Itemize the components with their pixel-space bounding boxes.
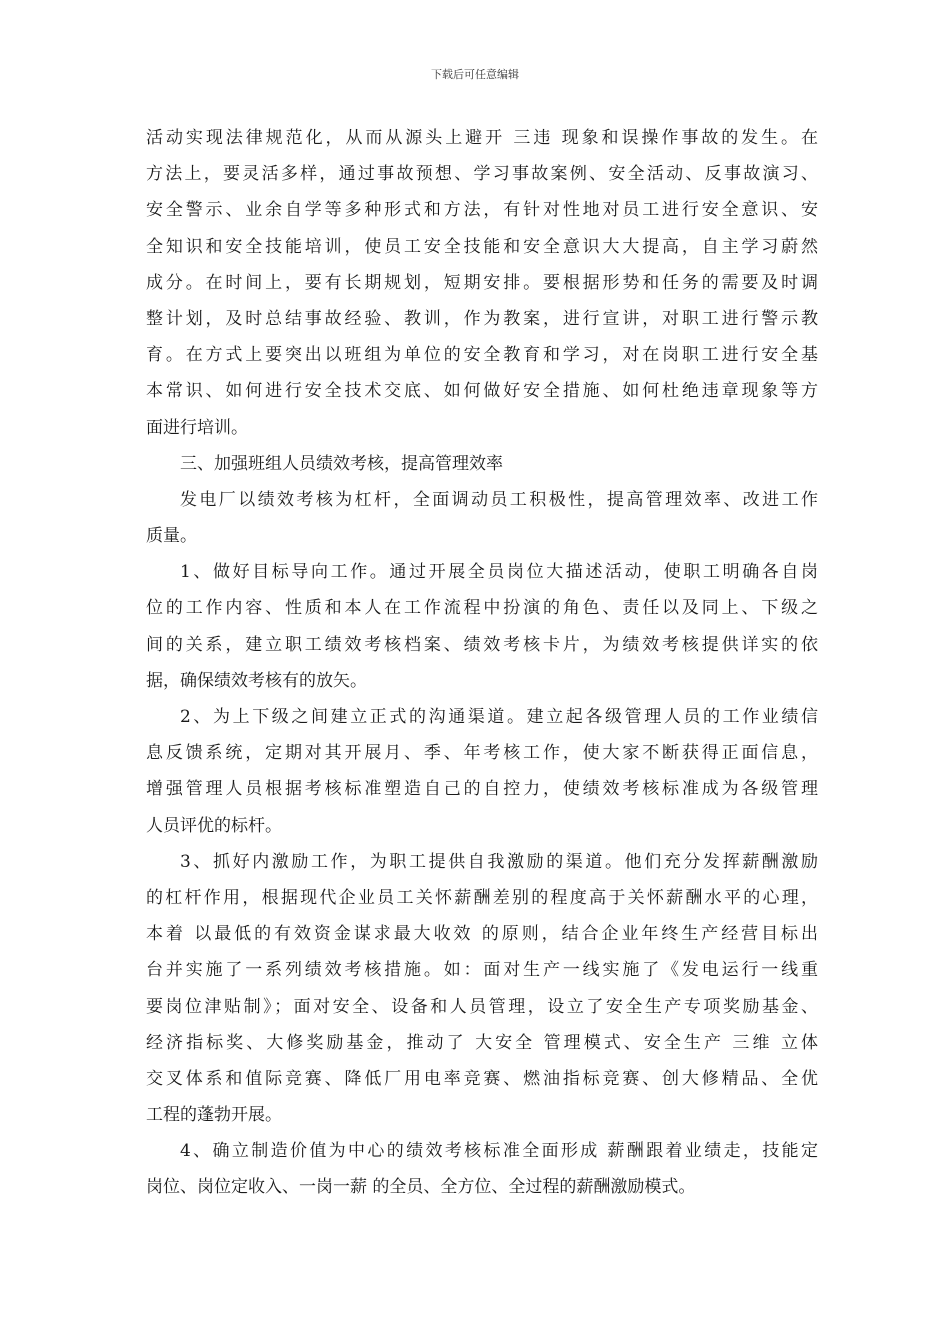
text-line: 间的关系，建立职工绩效考核档案、绩效考核卡片，为绩效考核提供详实的依 [146,634,818,655]
text-line: 岗位、岗位定收入、一岗一薪 的全员、全方位、全过程的薪酬激励模式。 [146,1177,696,1198]
text-line: 面进行培训。 [146,417,248,438]
text-line: 安全警示、业余自学等多种形式和方法，有针对性地对员工进行安全意识、安 [146,200,818,221]
text-line: 经济指标奖、大修奖励基金，推动了 大安全 管理模式、安全生产 三维 立体 [146,1032,818,1053]
text-line: 据，确保绩效考核有的放矢。 [146,670,367,691]
document-body [146,120,818,1206]
text-line: 三、加强班组人员绩效考核，提高管理效率 [180,453,503,474]
text-line: 育。在方式上要突出以班组为单位的安全教育和学习，对在岗职工进行安全基 [146,345,818,366]
text-line: 成分。在时间上，要有长期规划，短期安排。要根据形势和任务的需要及时调 [146,272,818,293]
text-line: 增强管理人员根据考核标准塑造自己的自控力，使绩效考核标准成为各级管理 [146,779,818,800]
text-line: 交叉体系和值际竞赛、降低厂用电率竞赛、燃油指标竞赛、创大修精品、全优 [146,1068,818,1089]
text-line: 本着 以最低的有效资金谋求最大收效 的原则，结合企业年终生产经营目标出 [146,924,818,945]
text-line: 工程的蓬勃开展。 [146,1105,282,1126]
text-line: 全知识和安全技能培训，使员工安全技能和安全意识大大提高，自主学习蔚然 [146,236,818,257]
text-line: 台并实施了一系列绩效考核措施。如：面对生产一线实施了《发电运行一线重 [146,960,818,981]
page-header: 下载后可任意编辑 [431,68,519,81]
text-line: 发电厂以绩效考核为杠杆，全面调动员工积极性，提高管理效率、改进工作 [180,489,818,510]
text-line: 3、抓好内激励工作，为职工提供自我激励的渠道。他们充分发挥薪酬激励 [180,851,818,872]
text-line: 4、确立制造价值为中心的绩效考核标准全面形成 薪酬跟着业绩走，技能定 [180,1141,818,1162]
text-line: 质量。 [146,526,197,547]
text-line: 的杠杆作用，根据现代企业员工关怀薪酬差别的程度高于关怀薪酬水平的心理， [146,887,818,908]
text-line: 息反馈系统，定期对其开展月、季、年考核工作，使大家不断获得正面信息， [146,743,818,764]
text-line: 2、为上下级之间建立正式的沟通渠道。建立起各级管理人员的工作业绩信 [180,707,818,727]
text-line: 要岗位津贴制》；面对安全、设备和人员管理，设立了安全生产专项奖励基金、 [146,996,818,1017]
text-line: 活动实现法律规范化，从而从源头上避开 三违 现象和误操作事故的发生。在 [146,128,818,148]
text-line: 位的工作内容、性质和本人在工作流程中扮演的角色、责任以及同上、下级之 [146,598,818,619]
text-line: 1、做好目标导向工作。通过开展全员岗位大描述活动，使职工明确各自岗 [180,562,818,583]
text-line: 整计划，及时总结事故经验、教训，作为教案，进行宣讲，对职工进行警示教 [146,308,818,329]
text-line: 人员评优的标杆。 [146,815,282,836]
text-line: 方法上，要灵活多样，通过事故预想、学习事故案例、安全活动、反事故演习、 [146,164,818,185]
text-line: 本常识、如何进行安全技术交底、如何做好安全措施、如何杜绝违章现象等方 [146,381,818,402]
